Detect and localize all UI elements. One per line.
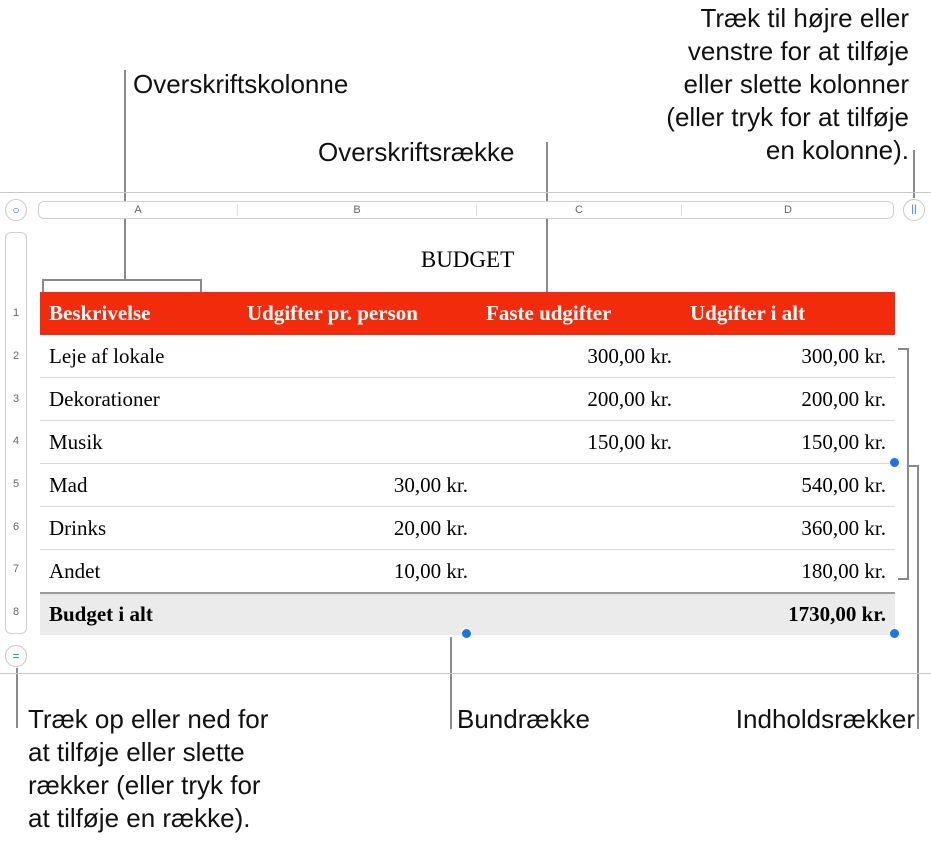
- bracket-header-column-left: [42, 279, 44, 292]
- table-row: [40, 335, 895, 378]
- select-all-button[interactable]: [5, 199, 27, 221]
- header-row: [40, 292, 895, 335]
- leader-footer-row: [450, 637, 452, 729]
- table-cell[interactable]: 180,00 kr.: [681, 550, 895, 594]
- footer-cell[interactable]: 1730,00 kr.: [681, 593, 895, 635]
- add-row-button[interactable]: [5, 645, 27, 667]
- table-resize-handle[interactable]: [889, 628, 900, 639]
- callout-header-column: Overskriftskolonne: [133, 69, 349, 99]
- column-header-bar[interactable]: [38, 201, 894, 219]
- table-cell[interactable]: 300,00 kr.: [477, 335, 681, 378]
- canvas-top-border: [0, 192, 931, 193]
- row-number-3[interactable]: 3: [12, 393, 20, 405]
- table-cell[interactable]: [477, 464, 681, 507]
- header-cell[interactable]: Beskrivelse: [40, 292, 238, 335]
- callout-add-column-line-3: eller slette kolonner: [683, 69, 909, 99]
- table-cell[interactable]: Drinks: [40, 507, 238, 550]
- callout-footer-row: Bundrække: [457, 704, 590, 734]
- footer-cell[interactable]: [477, 593, 681, 635]
- table-cell[interactable]: 540,00 kr.: [681, 464, 895, 507]
- table-title: BUDGET: [420, 247, 515, 272]
- table-cell[interactable]: [238, 335, 477, 378]
- table-row: [40, 507, 895, 550]
- leader-add-row: [16, 668, 18, 728]
- table-cell[interactable]: [238, 421, 477, 464]
- row-number-8[interactable]: 8: [12, 606, 20, 618]
- table-cell[interactable]: 30,00 kr.: [238, 464, 477, 507]
- row-header-bar[interactable]: [5, 232, 27, 634]
- table-cell[interactable]: Mad: [40, 464, 238, 507]
- bracket-header-column-right: [200, 279, 202, 292]
- callout-add-row-line-3: rækker (eller tryk for: [28, 770, 261, 800]
- table-cell[interactable]: 200,00 kr.: [681, 378, 895, 421]
- table-cell[interactable]: Musik: [40, 421, 238, 464]
- bracket-body-rows-bottom: [898, 578, 909, 580]
- table-row: [40, 464, 895, 507]
- bracket-body-rows-side: [907, 348, 909, 580]
- add-row-icon: =: [12, 649, 20, 663]
- add-column-icon: ||: [911, 204, 917, 215]
- table-cell[interactable]: Leje af lokale: [40, 335, 238, 378]
- header-cell[interactable]: Udgifter i alt: [681, 292, 895, 335]
- column-letter-d[interactable]: D: [784, 204, 792, 216]
- table-cell[interactable]: 300,00 kr.: [681, 335, 895, 378]
- table-row: [40, 550, 895, 594]
- header-cell[interactable]: Udgifter pr. person: [238, 292, 477, 335]
- row-number-6[interactable]: 6: [12, 521, 20, 533]
- bracket-header-column: [42, 279, 202, 281]
- leader-body-rows: [917, 465, 919, 729]
- table-cell[interactable]: 10,00 kr.: [238, 550, 477, 594]
- callout-body-rows: Indholdsrækker: [735, 704, 915, 734]
- footer-row-handle[interactable]: [461, 628, 472, 639]
- column-letter-b[interactable]: B: [353, 204, 361, 216]
- add-column-button[interactable]: [903, 199, 925, 221]
- table-cell[interactable]: Andet: [40, 550, 238, 594]
- table-cell[interactable]: [477, 507, 681, 550]
- header-cell[interactable]: Faste udgifter: [477, 292, 681, 335]
- footer-cell[interactable]: [238, 593, 477, 635]
- table-cell[interactable]: [238, 378, 477, 421]
- callout-add-row-line-2: at tilføje eller slette: [28, 737, 245, 767]
- callout-add-row-line-1: Træk op eller ned for: [28, 704, 269, 734]
- table-row: [40, 421, 895, 464]
- footer-cell[interactable]: Budget i alt: [40, 593, 238, 635]
- bracket-body-rows-mid: [907, 465, 919, 467]
- row-number-5[interactable]: 5: [12, 478, 20, 490]
- callout-add-column-line-4: (eller tryk for at tilføje: [666, 102, 909, 132]
- budget-table: [40, 292, 895, 635]
- table-cell[interactable]: 20,00 kr.: [238, 507, 477, 550]
- body-rows-handle[interactable]: [889, 457, 900, 468]
- leader-add-column: [913, 150, 915, 198]
- callout-add-column-line-2: venstre for at tilføje: [687, 36, 909, 66]
- table-cell[interactable]: 360,00 kr.: [681, 507, 895, 550]
- table-cell[interactable]: 150,00 kr.: [681, 421, 895, 464]
- table-cell[interactable]: 150,00 kr.: [477, 421, 681, 464]
- table-row: [40, 378, 895, 421]
- callout-add-column-line-1: Træk til højre eller: [700, 3, 909, 33]
- column-letter-c[interactable]: C: [575, 204, 583, 216]
- select-all-icon: ○: [12, 203, 20, 217]
- callout-header-row: Overskriftsrække: [318, 137, 515, 167]
- row-number-2[interactable]: 2: [12, 350, 20, 362]
- table-cell[interactable]: [477, 550, 681, 594]
- row-number-1[interactable]: 1: [12, 307, 20, 319]
- callout-add-column-line-5: en kolonne).: [765, 135, 909, 165]
- callout-add-row-line-4: at tilføje en række).: [28, 803, 251, 833]
- canvas-bottom-border: [0, 673, 931, 674]
- row-number-7[interactable]: 7: [12, 563, 20, 575]
- table-cell[interactable]: Dekorationer: [40, 378, 238, 421]
- row-number-4[interactable]: 4: [12, 435, 20, 447]
- callout-add-row: [28, 703, 268, 835]
- column-letter-a[interactable]: A: [134, 204, 142, 216]
- callout-add-column: [666, 2, 909, 167]
- table-cell[interactable]: 200,00 kr.: [477, 378, 681, 421]
